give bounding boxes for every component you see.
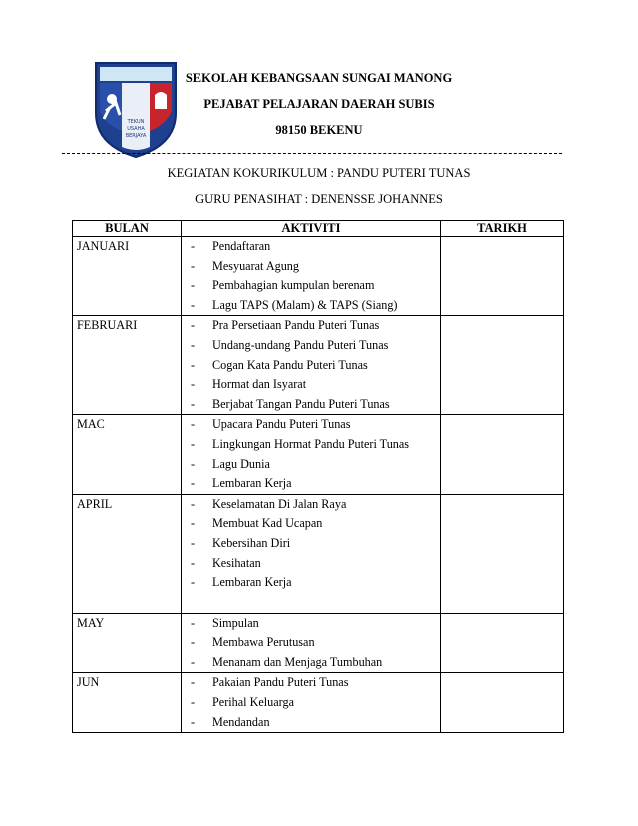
month-cell: MAY — [73, 613, 182, 673]
svg-text:USAHA: USAHA — [127, 126, 145, 132]
table-row — [73, 415, 564, 494]
activity-list — [182, 673, 440, 732]
month-cell: MAC — [73, 415, 182, 494]
activity-item: - Mendandan — [182, 713, 440, 733]
svg-text:TEKUN: TEKUN — [127, 119, 145, 125]
school-name: SEKOLAH KEBANGSAAN SUNGAI MANONG — [185, 71, 453, 85]
activity-title: KEGIATAN KOKURIKULUM : PANDU PUTERI TUNAS — [167, 166, 471, 180]
activity-item: - Pakaian Pandu Puteri Tunas — [182, 673, 440, 693]
activities-cell — [182, 673, 441, 733]
activity-item: - Undang-undang Pandu Puteri Tunas — [182, 336, 440, 356]
month-cell: FEBRUARI — [73, 316, 182, 415]
table-header-row — [73, 221, 564, 237]
header-month: BULAN — [73, 221, 182, 237]
month-cell: JANUARI — [73, 237, 182, 316]
activity-item: - Lagu TAPS (Malam) & TAPS (Siang) — [182, 296, 440, 316]
activity-item: - Lembaran Kerja — [182, 573, 440, 593]
activity-item: - Keselamatan Di Jalan Raya — [182, 495, 440, 515]
month-cell: JUN — [73, 673, 182, 733]
table-row — [73, 613, 564, 673]
activity-item: - Membuat Kad Ucapan — [182, 514, 440, 534]
date-cell — [441, 613, 564, 673]
activity-list — [182, 316, 440, 414]
activity-list — [182, 495, 440, 613]
office-name: PEJABAT PELAJARAN DAERAH SUBIS — [203, 97, 435, 111]
date-cell — [441, 494, 564, 613]
activity-item: - Pembahagian kumpulan berenam — [182, 276, 440, 296]
activity-schedule-table — [72, 220, 564, 733]
activity-item: - Berjabat Tangan Pandu Puteri Tunas — [182, 395, 440, 415]
table-row — [73, 673, 564, 733]
header-activity: AKTIVITI — [182, 221, 441, 237]
activity-item: - Lagu Dunia — [182, 455, 440, 475]
activity-item: - Lembaran Kerja — [182, 474, 440, 494]
activity-item: - Menanam dan Menjaga Tumbuhan — [182, 653, 440, 673]
date-cell — [441, 673, 564, 733]
activity-item: - Pra Persetiaan Pandu Puteri Tunas — [182, 316, 440, 336]
activity-item: - Cogan Kata Pandu Puteri Tunas — [182, 356, 440, 376]
header-date: TARIKH — [441, 221, 564, 237]
activity-list — [182, 415, 440, 493]
activity-item: - Kebersihan Diri — [182, 534, 440, 554]
activity-item: - Pendaftaran — [182, 237, 440, 257]
activity-item: - Membawa Perutusan — [182, 633, 440, 653]
date-cell — [441, 237, 564, 316]
activity-item: - Hormat dan Isyarat — [182, 375, 440, 395]
activities-cell — [182, 415, 441, 494]
activity-item: - Lingkungan Hormat Pandu Puteri Tunas — [182, 435, 440, 455]
activity-item: - Simpulan — [182, 614, 440, 634]
table-row — [73, 494, 564, 613]
activity-item: - Kesihatan — [182, 554, 440, 574]
activity-item: - Upacara Pandu Puteri Tunas — [182, 415, 440, 435]
activities-cell — [182, 613, 441, 673]
activity-list — [182, 614, 440, 673]
table-row — [73, 316, 564, 415]
month-cell: APRIL — [73, 494, 182, 613]
activities-cell — [182, 494, 441, 613]
activity-item: - Perihal Keluarga — [182, 693, 440, 713]
date-cell — [441, 415, 564, 494]
svg-text:BERJAYA: BERJAYA — [125, 133, 147, 139]
advisor-line: GURU PENASIHAT : DENENSSE JOHANNES — [195, 192, 443, 206]
table-row — [73, 237, 564, 316]
postcode-city: 98150 BEKENU — [275, 123, 363, 137]
activity-item: - Mesyuarat Agung — [182, 257, 440, 277]
activities-cell — [182, 237, 441, 316]
activity-list — [182, 237, 440, 315]
header-divider — [62, 153, 562, 154]
date-cell — [441, 316, 564, 415]
activities-cell — [182, 316, 441, 415]
